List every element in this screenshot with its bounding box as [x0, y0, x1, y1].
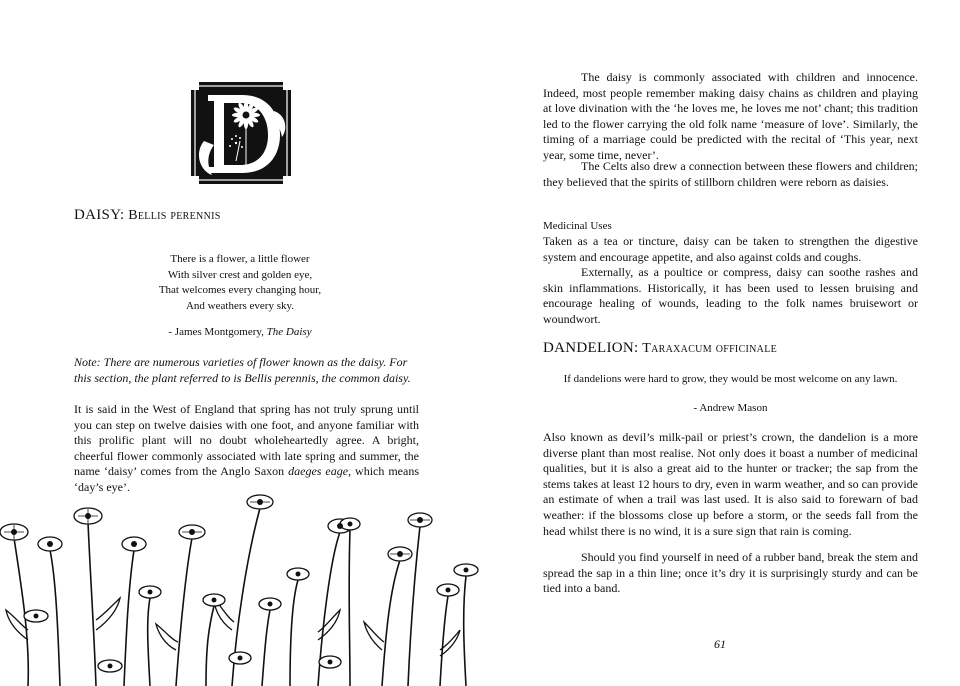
- daisy-heading-name: DAISY:: [74, 207, 125, 223]
- verse-line: And weathers every sky.: [185, 299, 295, 312]
- medicinal-uses-heading: Medicinal Uses: [543, 220, 612, 232]
- daisy-paragraph-text: It is said in the West of England that spring has not truly sprung until you can step on twelve daisies with one foot, and anyone familiar with this prolific plant will no doubt wholeheartedly agree. A bright, cheerful flower commonly associated with late spring and summer, the name ‘daisy’ comes from the Anglo Saxon: [74, 402, 419, 479]
- daisy-children-paragraph: The daisy is commonly associated with children and innocence. Indeed, most people remember making daisy chains as children and playing at love divination with the ‘he loves me, he loves me not’ chant; this tradition led to the flower carrying the old folk name ‘measure of love’. Similarly, the timing of a marriage could be predicted with the recital of ‘This year, next year, some time, never’.: [543, 70, 918, 162]
- daisy-note: Note: There are numerous varieties of flower known as the daisy. For this section, the plant referred to is Bellis perennis, the common daisy.: [74, 355, 411, 385]
- daisy-heading-latin: Bellis perennis: [128, 208, 221, 223]
- celts-paragraph: The Celts also drew a connection between these flowers and children; they believed that the spirits of stillborn children were reborn as daisies.: [543, 159, 918, 189]
- daisy-field-illustration-icon: [0, 480, 480, 686]
- daisy-verse: [60, 252, 420, 314]
- dandelion-heading-name: DANDELION:: [543, 340, 639, 356]
- verse-line: There is a flower, a little flower: [170, 253, 310, 265]
- daisy-heading: [74, 207, 221, 224]
- page-number: 61: [714, 637, 726, 651]
- dandelion-quote: If dandelions were hard to grow, they would be most welcome on any lawn.: [563, 373, 898, 385]
- rubber-band-paragraph: Should you find yourself in need of a rubber band, break the stem and spread the sap in a thin line; once it’s dry it is surprisingly sturdy and can be tied into a band.: [543, 550, 918, 596]
- verse-attribution: [60, 326, 420, 338]
- ornate-initial-d-with-daisy-icon: [190, 81, 292, 185]
- verse-attribution-author: - James Montgomery,: [168, 326, 267, 338]
- external-use-paragraph: Externally, as a poultice or compress, daisy can soothe rashes and skin inflammations. Historically, it has been used to lessen bruising and encourage healing of wounds, leading to the folk names bruisewort or woundwort.: [543, 265, 918, 326]
- medicinal-paragraph: Taken as a tea or tincture, daisy can be taken to strengthen the digestive system and encourage appetite, and also against colds and coughs.: [543, 234, 918, 264]
- verse-line: That welcomes every changing hour,: [158, 284, 322, 296]
- daisy-paragraph-italic: daeges eage: [288, 464, 349, 479]
- verse-attribution-title: The Daisy: [266, 326, 312, 338]
- dandelion-paragraph: Also known as devil’s milk-pail or priest’s crown, the dandelion is a more diverse plant than most realise. Not only does it boast a number of medicinal qualities, but it is also a great aid to the hunter or tracker; the sap from the stems takes at least 12 hours to dry, even in warm weather, and so can provide an estimate of when a trail was last used. It is also said to forewarn of bad weather: if the blossoms close up before a storm, or the seeds fall from the head whilst there is no wind, it is a sure sign that rain is coming.: [543, 430, 918, 538]
- dandelion-heading-latin: Taraxacum officinale: [642, 341, 778, 356]
- verse-line: With silver crest and golden eye,: [167, 268, 313, 281]
- daisy-paragraph-end: , which means ‘day’s eye’.: [74, 464, 419, 494]
- dandelion-quote-attribution: - Andrew Mason: [693, 402, 768, 414]
- dandelion-heading: [543, 340, 777, 357]
